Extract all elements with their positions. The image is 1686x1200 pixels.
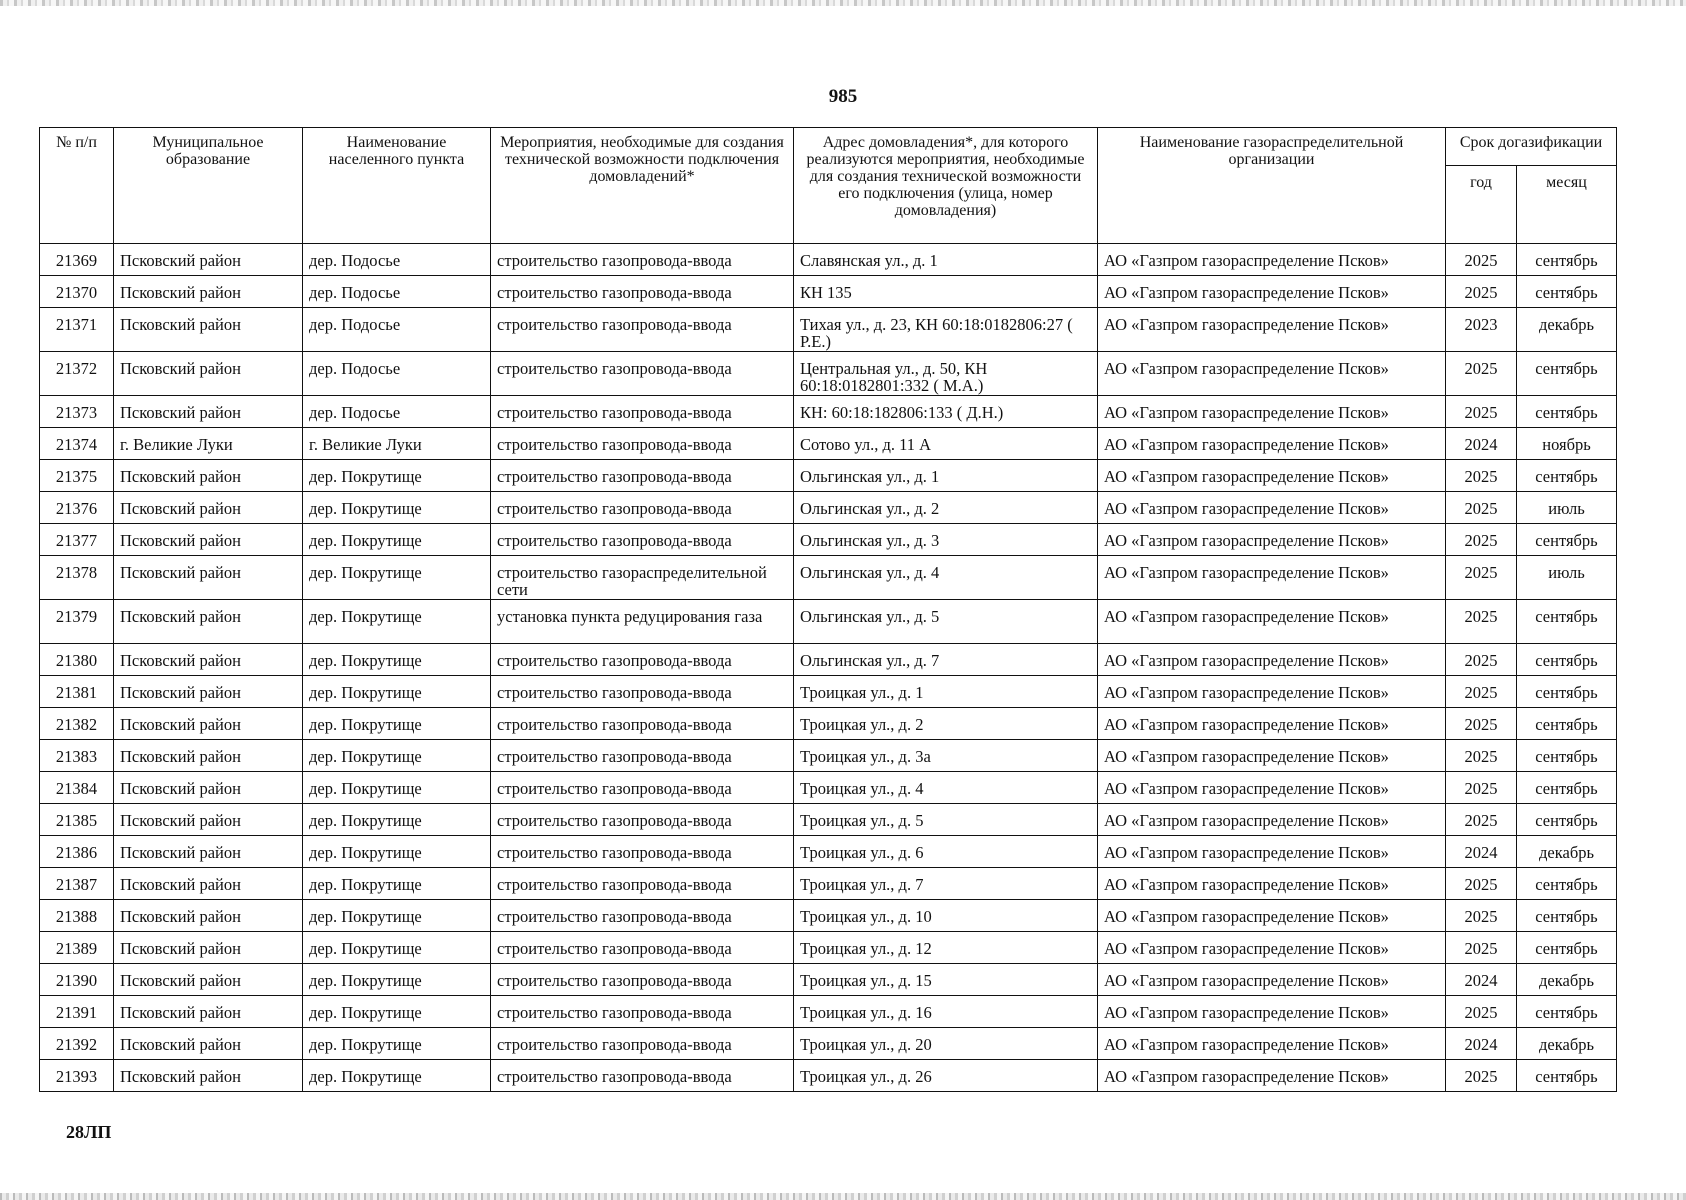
cell-measure: строительство газопровода-ввода <box>491 900 794 932</box>
cell-org: АО «Газпром газораспределение Псков» <box>1098 740 1446 772</box>
cell-num: 21386 <box>40 836 114 868</box>
cell-municipality: Псковский район <box>114 708 303 740</box>
cell-settlement: дер. Покрутище <box>303 900 491 932</box>
cell-settlement: дер. Покрутище <box>303 676 491 708</box>
header-year: год <box>1446 166 1517 244</box>
cell-org: АО «Газпром газораспределение Псков» <box>1098 308 1446 352</box>
cell-settlement: дер. Подосье <box>303 352 491 396</box>
table-row <box>40 964 1617 996</box>
cell-municipality: Псковский район <box>114 772 303 804</box>
cell-address: Троицкая ул., д. 5 <box>794 804 1098 836</box>
cell-measure: строительство газопровода-ввода <box>491 460 794 492</box>
cell-year: 2025 <box>1446 244 1517 276</box>
cell-municipality: Псковский район <box>114 556 303 600</box>
table-row <box>40 1028 1617 1060</box>
cell-address: Троицкая ул., д. 15 <box>794 964 1098 996</box>
cell-measure: строительство газопровода-ввода <box>491 868 794 900</box>
cell-address: Центральная ул., д. 50, КН 60:18:0182801:332 ( М.А.) <box>794 352 1098 396</box>
header-municipality: Муниципальное образование <box>114 128 303 244</box>
cell-measure: строительство газопровода-ввода <box>491 836 794 868</box>
cell-measure: строительство газопровода-ввода <box>491 804 794 836</box>
cell-month: сентябрь <box>1517 708 1617 740</box>
cell-address: Троицкая ул., д. 12 <box>794 932 1098 964</box>
cell-num: 21393 <box>40 1060 114 1092</box>
cell-municipality: Псковский район <box>114 352 303 396</box>
cell-num: 21369 <box>40 244 114 276</box>
cell-municipality: Псковский район <box>114 276 303 308</box>
table-row <box>40 556 1617 600</box>
cell-settlement: дер. Покрутище <box>303 996 491 1028</box>
cell-municipality: Псковский район <box>114 492 303 524</box>
cell-month: сентябрь <box>1517 600 1617 644</box>
cell-settlement: дер. Покрутище <box>303 492 491 524</box>
cell-month: ноябрь <box>1517 428 1617 460</box>
cell-year: 2025 <box>1446 708 1517 740</box>
cell-measure: строительство газопровода-ввода <box>491 352 794 396</box>
cell-address: Троицкая ул., д. 20 <box>794 1028 1098 1060</box>
cell-measure: строительство газораспределительной сети <box>491 556 794 600</box>
cell-org: АО «Газпром газораспределение Псков» <box>1098 556 1446 600</box>
cell-year: 2025 <box>1446 804 1517 836</box>
table-row <box>40 644 1617 676</box>
cell-year: 2023 <box>1446 308 1517 352</box>
cell-num: 21371 <box>40 308 114 352</box>
cell-year: 2025 <box>1446 556 1517 600</box>
cell-measure: строительство газопровода-ввода <box>491 396 794 428</box>
cell-num: 21380 <box>40 644 114 676</box>
cell-num: 21384 <box>40 772 114 804</box>
footer-code: 28ЛП <box>66 1122 112 1142</box>
header-measures: Мероприятия, необходимые для создания технической возможности подключения домовладений* <box>491 128 794 244</box>
cell-num: 21377 <box>40 524 114 556</box>
cell-settlement: дер. Подосье <box>303 244 491 276</box>
cell-org: АО «Газпром газораспределение Псков» <box>1098 676 1446 708</box>
cell-municipality: Псковский район <box>114 308 303 352</box>
table-row <box>40 460 1617 492</box>
table-row <box>40 900 1617 932</box>
cell-year: 2025 <box>1446 868 1517 900</box>
cell-num: 21388 <box>40 900 114 932</box>
cell-org: АО «Газпром газораспределение Псков» <box>1098 836 1446 868</box>
header-org: Наименование газораспределительной организации <box>1098 128 1446 244</box>
cell-municipality: Псковский район <box>114 644 303 676</box>
cell-month: сентябрь <box>1517 1060 1617 1092</box>
cell-month: сентябрь <box>1517 868 1617 900</box>
cell-municipality: Псковский район <box>114 836 303 868</box>
header-term: Срок догазификации <box>1446 128 1617 166</box>
cell-municipality: Псковский район <box>114 396 303 428</box>
table-row <box>40 932 1617 964</box>
table-row <box>40 868 1617 900</box>
cell-num: 21389 <box>40 932 114 964</box>
cell-org: АО «Газпром газораспределение Псков» <box>1098 996 1446 1028</box>
cell-month: сентябрь <box>1517 460 1617 492</box>
cell-measure: строительство газопровода-ввода <box>491 964 794 996</box>
cell-measure: строительство газопровода-ввода <box>491 644 794 676</box>
cell-address: Ольгинская ул., д. 4 <box>794 556 1098 600</box>
cell-org: АО «Газпром газораспределение Псков» <box>1098 396 1446 428</box>
cell-measure: строительство газопровода-ввода <box>491 932 794 964</box>
cell-measure: строительство газопровода-ввода <box>491 524 794 556</box>
cell-month: сентябрь <box>1517 676 1617 708</box>
cell-measure: строительство газопровода-ввода <box>491 1028 794 1060</box>
table-row <box>40 676 1617 708</box>
cell-measure: строительство газопровода-ввода <box>491 996 794 1028</box>
cell-measure: строительство газопровода-ввода <box>491 676 794 708</box>
cell-address: Ольгинская ул., д. 5 <box>794 600 1098 644</box>
cell-month: июль <box>1517 492 1617 524</box>
cell-num: 21392 <box>40 1028 114 1060</box>
cell-year: 2025 <box>1446 600 1517 644</box>
cell-year: 2025 <box>1446 996 1517 1028</box>
cell-address: Троицкая ул., д. 3а <box>794 740 1098 772</box>
cell-address: Троицкая ул., д. 16 <box>794 996 1098 1028</box>
cell-year: 2025 <box>1446 1060 1517 1092</box>
header-num: № п/п <box>40 128 114 244</box>
cell-year: 2025 <box>1446 740 1517 772</box>
cell-month: июль <box>1517 556 1617 600</box>
cell-settlement: дер. Покрутище <box>303 772 491 804</box>
cell-address: Троицкая ул., д. 6 <box>794 836 1098 868</box>
cell-num: 21379 <box>40 600 114 644</box>
cell-address: КН: 60:18:182806:133 ( Д.Н.) <box>794 396 1098 428</box>
cell-month: сентябрь <box>1517 244 1617 276</box>
cell-municipality: Псковский район <box>114 1060 303 1092</box>
cell-num: 21376 <box>40 492 114 524</box>
cell-address: Ольгинская ул., д. 2 <box>794 492 1098 524</box>
cell-org: АО «Газпром газораспределение Псков» <box>1098 428 1446 460</box>
cell-address: Ольгинская ул., д. 1 <box>794 460 1098 492</box>
cell-settlement: дер. Покрутище <box>303 524 491 556</box>
cell-municipality: Псковский район <box>114 868 303 900</box>
cell-month: сентябрь <box>1517 644 1617 676</box>
cell-address: Троицкая ул., д. 1 <box>794 676 1098 708</box>
cell-municipality: Псковский район <box>114 740 303 772</box>
cell-num: 21378 <box>40 556 114 600</box>
cell-address: КН 135 <box>794 276 1098 308</box>
cell-month: сентябрь <box>1517 352 1617 396</box>
cell-year: 2024 <box>1446 1028 1517 1060</box>
cell-address: Троицкая ул., д. 7 <box>794 868 1098 900</box>
cell-address: Троицкая ул., д. 26 <box>794 1060 1098 1092</box>
cell-year: 2024 <box>1446 964 1517 996</box>
cell-municipality: Псковский район <box>114 900 303 932</box>
cell-org: АО «Газпром газораспределение Псков» <box>1098 708 1446 740</box>
cell-year: 2025 <box>1446 932 1517 964</box>
table-row <box>40 804 1617 836</box>
cell-num: 21385 <box>40 804 114 836</box>
cell-settlement: дер. Покрутище <box>303 964 491 996</box>
table-row <box>40 352 1617 396</box>
cell-municipality: Псковский район <box>114 804 303 836</box>
table-row <box>40 600 1617 644</box>
cell-month: декабрь <box>1517 1028 1617 1060</box>
cell-municipality: Псковский район <box>114 244 303 276</box>
cell-num: 21370 <box>40 276 114 308</box>
cell-year: 2024 <box>1446 428 1517 460</box>
table-row <box>40 740 1617 772</box>
cell-org: АО «Газпром газораспределение Псков» <box>1098 772 1446 804</box>
cell-municipality: Псковский район <box>114 676 303 708</box>
scan-top-edge <box>0 0 1686 6</box>
table-row <box>40 996 1617 1028</box>
cell-org: АО «Газпром газораспределение Псков» <box>1098 964 1446 996</box>
cell-address: Славянская ул., д. 1 <box>794 244 1098 276</box>
cell-settlement: дер. Покрутище <box>303 1060 491 1092</box>
cell-year: 2025 <box>1446 900 1517 932</box>
cell-num: 21381 <box>40 676 114 708</box>
cell-num: 21383 <box>40 740 114 772</box>
cell-year: 2025 <box>1446 352 1517 396</box>
cell-month: декабрь <box>1517 964 1617 996</box>
cell-measure: строительство газопровода-ввода <box>491 492 794 524</box>
cell-num: 21374 <box>40 428 114 460</box>
cell-month: сентябрь <box>1517 772 1617 804</box>
cell-settlement: дер. Подосье <box>303 276 491 308</box>
cell-org: АО «Газпром газораспределение Псков» <box>1098 1028 1446 1060</box>
cell-org: АО «Газпром газораспределение Псков» <box>1098 600 1446 644</box>
cell-address: Тихая ул., д. 23, КН 60:18:0182806:27 ( Р.Е.) <box>794 308 1098 352</box>
cell-year: 2025 <box>1446 772 1517 804</box>
cell-municipality: г. Великие Луки <box>114 428 303 460</box>
cell-org: АО «Газпром газораспределение Псков» <box>1098 492 1446 524</box>
cell-settlement: дер. Покрутище <box>303 932 491 964</box>
gasification-table <box>39 127 1617 1092</box>
cell-measure: строительство газопровода-ввода <box>491 428 794 460</box>
cell-settlement: дер. Покрутище <box>303 708 491 740</box>
table-row <box>40 492 1617 524</box>
cell-month: сентябрь <box>1517 996 1617 1028</box>
cell-municipality: Псковский район <box>114 460 303 492</box>
cell-measure: строительство газопровода-ввода <box>491 772 794 804</box>
cell-municipality: Псковский район <box>114 996 303 1028</box>
cell-address: Сотово ул., д. 11 А <box>794 428 1098 460</box>
cell-address: Троицкая ул., д. 2 <box>794 708 1098 740</box>
cell-municipality: Псковский район <box>114 600 303 644</box>
table-row <box>40 1060 1617 1092</box>
cell-month: сентябрь <box>1517 804 1617 836</box>
cell-municipality: Псковский район <box>114 964 303 996</box>
cell-settlement: дер. Покрутище <box>303 460 491 492</box>
cell-year: 2025 <box>1446 276 1517 308</box>
table-row <box>40 428 1617 460</box>
cell-num: 21390 <box>40 964 114 996</box>
cell-settlement: г. Великие Луки <box>303 428 491 460</box>
cell-address: Троицкая ул., д. 4 <box>794 772 1098 804</box>
cell-measure: строительство газопровода-ввода <box>491 740 794 772</box>
cell-year: 2025 <box>1446 460 1517 492</box>
cell-num: 21372 <box>40 352 114 396</box>
cell-num: 21375 <box>40 460 114 492</box>
cell-settlement: дер. Подосье <box>303 308 491 352</box>
cell-month: сентябрь <box>1517 740 1617 772</box>
cell-municipality: Псковский район <box>114 524 303 556</box>
cell-settlement: дер. Покрутище <box>303 804 491 836</box>
cell-month: декабрь <box>1517 836 1617 868</box>
cell-municipality: Псковский район <box>114 932 303 964</box>
cell-measure: строительство газопровода-ввода <box>491 708 794 740</box>
cell-settlement: дер. Покрутище <box>303 600 491 644</box>
cell-settlement: дер. Подосье <box>303 396 491 428</box>
cell-settlement: дер. Покрутище <box>303 1028 491 1060</box>
header-month: месяц <box>1517 166 1617 244</box>
cell-month: сентябрь <box>1517 276 1617 308</box>
cell-org: АО «Газпром газораспределение Псков» <box>1098 352 1446 396</box>
cell-num: 21387 <box>40 868 114 900</box>
table-row <box>40 524 1617 556</box>
table-row <box>40 708 1617 740</box>
table-row <box>40 308 1617 352</box>
cell-measure: строительство газопровода-ввода <box>491 276 794 308</box>
cell-settlement: дер. Покрутище <box>303 556 491 600</box>
header-settlement: Наименование населенного пункта <box>303 128 491 244</box>
cell-year: 2025 <box>1446 396 1517 428</box>
cell-org: АО «Газпром газораспределение Псков» <box>1098 804 1446 836</box>
cell-month: сентябрь <box>1517 524 1617 556</box>
cell-month: декабрь <box>1517 308 1617 352</box>
table-row <box>40 772 1617 804</box>
cell-num: 21382 <box>40 708 114 740</box>
header-address: Адрес домовладения*, для которого реализуются мероприятия, необходимые для создания технической возможности его подключения (улица, номер домовладения) <box>794 128 1098 244</box>
cell-year: 2024 <box>1446 836 1517 868</box>
cell-num: 21373 <box>40 396 114 428</box>
cell-org: АО «Газпром газораспределение Псков» <box>1098 244 1446 276</box>
cell-year: 2025 <box>1446 524 1517 556</box>
table-row <box>40 276 1617 308</box>
cell-settlement: дер. Покрутище <box>303 740 491 772</box>
cell-measure: установка пункта редуцирования газа <box>491 600 794 644</box>
cell-month: сентябрь <box>1517 396 1617 428</box>
cell-measure: строительство газопровода-ввода <box>491 1060 794 1092</box>
cell-settlement: дер. Покрутище <box>303 836 491 868</box>
cell-num: 21391 <box>40 996 114 1028</box>
cell-measure: строительство газопровода-ввода <box>491 308 794 352</box>
page-number: 985 <box>828 86 858 107</box>
cell-org: АО «Газпром газораспределение Псков» <box>1098 276 1446 308</box>
cell-settlement: дер. Покрутище <box>303 644 491 676</box>
cell-org: АО «Газпром газораспределение Псков» <box>1098 460 1446 492</box>
cell-org: АО «Газпром газораспределение Псков» <box>1098 868 1446 900</box>
cell-month: сентябрь <box>1517 932 1617 964</box>
table-row <box>40 244 1617 276</box>
cell-year: 2025 <box>1446 676 1517 708</box>
cell-org: АО «Газпром газораспределение Псков» <box>1098 1060 1446 1092</box>
cell-month: сентябрь <box>1517 900 1617 932</box>
cell-address: Троицкая ул., д. 10 <box>794 900 1098 932</box>
scan-bottom-edge <box>0 1193 1686 1200</box>
cell-address: Ольгинская ул., д. 7 <box>794 644 1098 676</box>
table-body <box>40 244 1617 1092</box>
cell-settlement: дер. Покрутище <box>303 868 491 900</box>
cell-year: 2025 <box>1446 644 1517 676</box>
cell-org: АО «Газпром газораспределение Псков» <box>1098 524 1446 556</box>
table-row <box>40 396 1617 428</box>
cell-measure: строительство газопровода-ввода <box>491 244 794 276</box>
cell-org: АО «Газпром газораспределение Псков» <box>1098 932 1446 964</box>
cell-org: АО «Газпром газораспределение Псков» <box>1098 644 1446 676</box>
cell-address: Ольгинская ул., д. 3 <box>794 524 1098 556</box>
cell-municipality: Псковский район <box>114 1028 303 1060</box>
cell-year: 2025 <box>1446 492 1517 524</box>
table-row <box>40 836 1617 868</box>
cell-org: АО «Газпром газораспределение Псков» <box>1098 900 1446 932</box>
